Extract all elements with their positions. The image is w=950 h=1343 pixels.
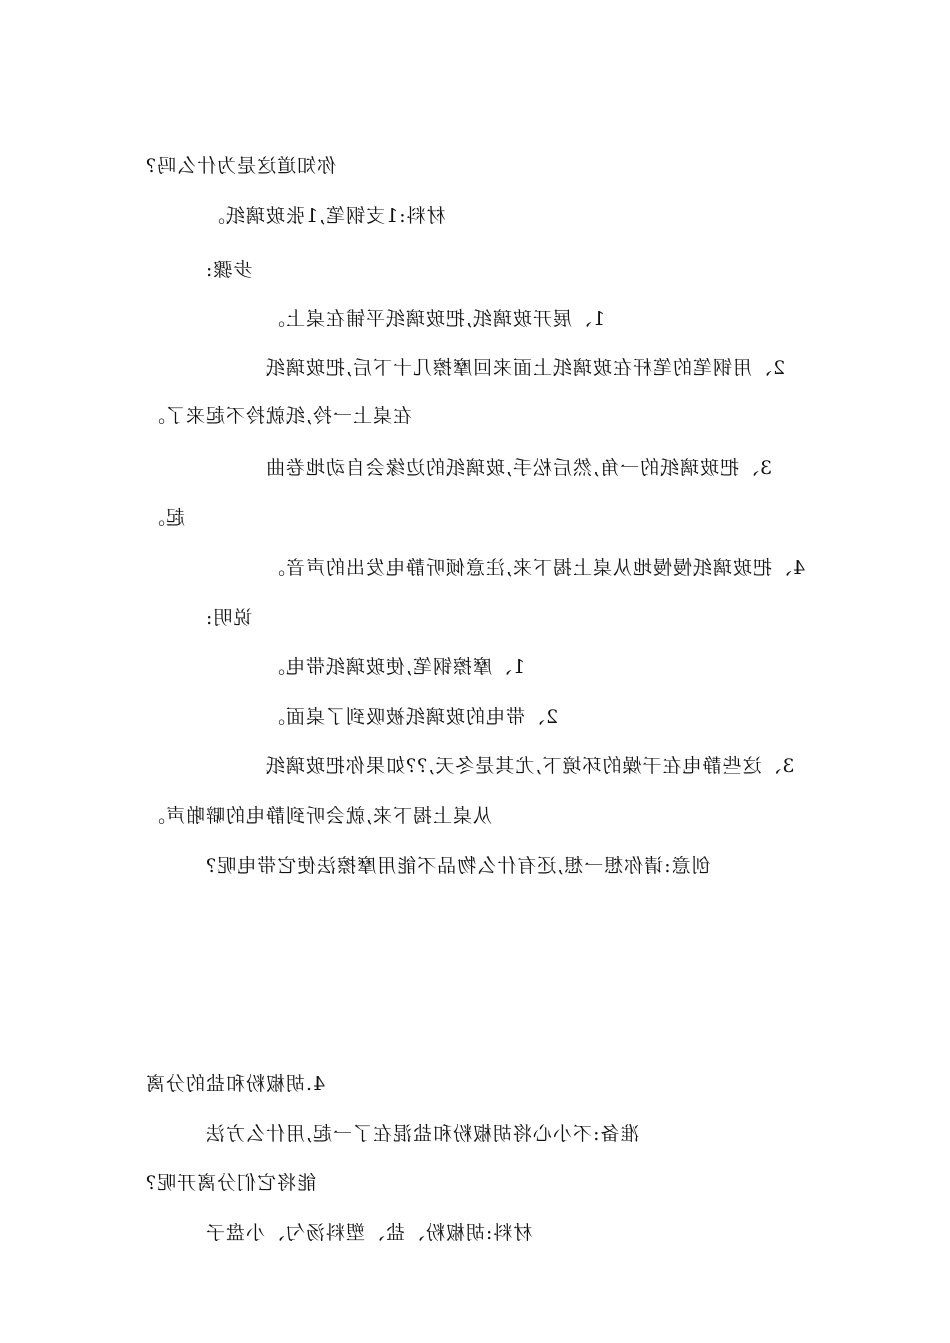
text-line: 2、用钢笔的笔杆在玻璃纸上面来回摩擦几十下后,把玻璃纸: [265, 357, 786, 379]
text-line: 1、摩擦钢笔,使玻璃纸带电。: [265, 656, 526, 678]
text-line: 起。: [145, 507, 186, 529]
text-line: 3、这些静电在干燥的环境下,尤其是冬天,??如果你把玻璃纸: [265, 755, 795, 777]
text-line: 在桌上一拎,纸就拎不起来了。: [145, 405, 413, 427]
text-line: 步骤:: [205, 259, 253, 281]
text-line: 材料:胡椒粉、盐、塑料汤勺、小盘子: [205, 1222, 533, 1244]
section-heading: 4.胡椒粉和盐的分离: [145, 1073, 326, 1095]
text-line: 1、展开玻璃纸,把玻璃纸平铺在桌上。: [265, 308, 606, 330]
text-line: 说明:: [205, 607, 253, 629]
text-line: 你知道这是为什么吗?: [145, 155, 337, 177]
text-line: 材料:1支钢笔,1张玻璃纸。: [205, 205, 446, 227]
text-line: 2、带电的玻璃纸被吸到了桌面。: [265, 706, 559, 728]
text-line: 准备:不小心将胡椒粉和盐混在了一起,用什么方法: [205, 1123, 640, 1145]
text-line: 3、把玻璃纸的一角,然后松手,玻璃纸的边缘会自动地卷曲: [265, 457, 773, 479]
text-line: 4、把玻璃纸慢慢地从桌上揭下来,注意倾听静电发出的声音。: [265, 557, 806, 579]
text-line: 能将它们分离开呢?: [145, 1172, 317, 1194]
text-line: 从桌上揭下来,就会听到静电的噼啪声。: [145, 805, 493, 827]
text-line: 创意:请你想一想,还有什么物品不能用摩擦法使它带电呢?: [205, 855, 711, 877]
